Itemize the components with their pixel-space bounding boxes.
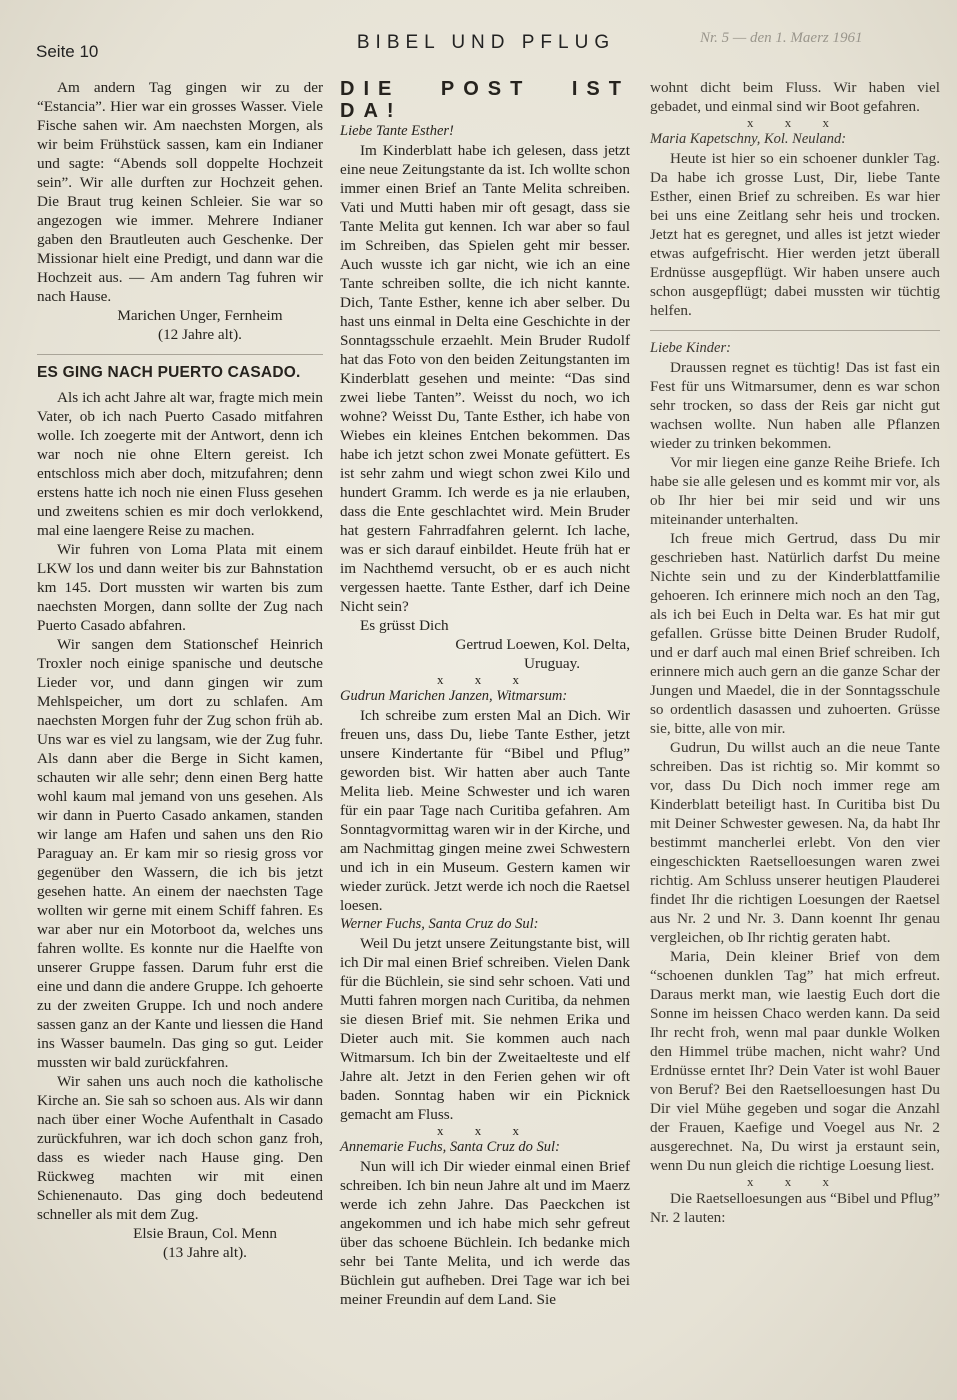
- separator: x x x: [747, 1174, 843, 1189]
- paragraph: Am andern Tag gingen wir zu der “Estancia”. Hier war ein grosses Wasser. Viele Fische sahen wir. Am naechsten Morgen, als wir beim Frühstück sassen, kam ein Indianer und sagte: “Abends soll doppelte Hochzeit sein”. Wir alle durften zur Hochzeit gehen. Die Braut trug keinen Schleier. Sie war so angezogen wie immer. Mehrere Indianer gaben den Brautleuten auch Geschenke. Der Missionar hielt eine Predigt, und dann war die Hochzeit aus. — Am andern Tag fuhren wir nach Hause.: [37, 79, 323, 305]
- paragraph: Wir fuhren von Loma Plata mit einem LKW los und dann weiter bis zur Bahnstation km 145. Dort mussten wir warten bis zum naechsten Morgen, dann sollte der Zug nach Puerto Casado abfahren.: [37, 541, 323, 634]
- reply-paragraph: Vor mir liegen eine ganze Reihe Briefe. Ich habe sie alle gelesen und es kommt mir vor, als ob Ihr hier bei mir seid und wir uns miteinander unterhalten.: [650, 454, 940, 528]
- reply-salutation: Liebe Kinder:: [650, 340, 731, 356]
- paragraph: Als ich acht Jahre alt war, fragte mich mein Vater, ob ich nach Puerto Casado mitfahren wolle. Ich zoegerte mit der Antwort, denn ich war noch nie ohne Eltern gereist. Ich entschloss mich aber doch, mitzufahren; denn erstens hatte ich noch nie einen Fluss gesehen und zweitens schien es mir doch verlokkend, mal eine laengere Reise zu machen.: [37, 389, 323, 539]
- page-number: Seite 10: [36, 42, 99, 61]
- paragraph: Wir sahen uns auch noch die katholische Kirche an. Sie sah so schoen aus. Als wir dann nach über einer Woche Aufenthalt in Casado zurückfuhren, war ich doch schon ganz froh, dass es wieder nach Hause ging. Den Rückweg machten wir mit einen Schienenauto. Das ging doch bedeutend schneller als mit dem Zug.: [37, 1073, 323, 1223]
- signature-age: (13 Jahre alt).: [163, 1244, 247, 1261]
- letter-salutation: Gudrun Marichen Janzen, Witmarsum:: [340, 688, 568, 704]
- letter-body: Nun will ich Dir wieder einmal einen Brief schreiben. Ich bin neun Jahre alt und im Maerz werde ich zehn Jahre. Das Paeckchen ist angekommen und ich habe mich sehr gefreut über das schoene Büchlein. Ich bedanke mich sehr bei Tante Melita, und ich werde das Büchlein gut aufheben. Drei Tage war ich bei meiner Freundin auf dem Land. Sie: [340, 1158, 630, 1308]
- letter-salutation: Annemarie Fuchs, Santa Cruz do Sul:: [340, 1139, 560, 1155]
- signature: Marichen Unger, Fernheim: [117, 307, 283, 324]
- story-title: ES GING NACH PUERTO CASADO.: [37, 364, 301, 381]
- letter-signature-place: Uruguay.: [524, 655, 580, 672]
- reply-paragraph: Die Raetselloesungen aus “Bibel und Pflug” Nr. 2 lauten:: [650, 1190, 940, 1226]
- signature-age: (12 Jahre alt).: [158, 326, 242, 343]
- reply-paragraph: Maria, Dein kleiner Brief von dem “schoenen dunklen Tag” hat mich erfreut. Daraus merkt man, wie laestig Euch dort die Sonne im heissen Chaco werden kann. Da seid Ihr recht froh, wenn mal paar dunkle Wolken den Himmel trübe machen, nicht wahr? Und Erdnüsse erntet Ihr? Dein Vater ist wohl Bauer von Beruf? Bei den Raetselloesungen hast Du Dir viel Mühe gegeben und sogar die Anzahl der Frauen, Kaefige und Voegel aus Nr. 2 ausgerechnet. Na, Du wirst ja erstaunt sein, wenn Du nun gleich die richtige Loesung liest.: [650, 948, 940, 1174]
- issue-date: Nr. 5 — den 1. Maerz 1961: [700, 30, 863, 46]
- separator: x x x: [747, 115, 843, 130]
- publication-title: BIBEL UND PFLUG: [356, 32, 616, 53]
- column-right: [650, 78, 940, 1227]
- column-middle: [340, 78, 630, 1309]
- paragraph: Wir sangen dem Stationschef Heinrich Troxler noch einige spanische und deutsche Lieder vor, und dann gingen wir zum Mehlspeicher, um dort zu schlafen. Am naechsten Morgen fuhr der Zug schon früh ab. Uns war es viel zu langsam, wie der Zug fuhr. Als dann aber die Berge in Sicht kamen, schauten wir alle sehr; denn einen Berg hatte wohl kaum mal jemand von uns gesehen. Als wir dann in Puerto Casado ankamen, standen wir lange am Hafen und sahen uns den Rio Paraguay an. Er kam mir so riesig gross vor gegenüber den Wassern, die ich bis jetzt gesehen hatte. An einem der naechsten Tage wollten wir gerne mit einem Schiff fahren. Es war aber nur ein Motorboot da, welches uns fahren wollte. Es konnte nur die Haelfte von unserer Gruppe fassen. Darum fuhr erst die eine und dann die andere Gruppe. Ich gehoerte zu der zweiten Gruppe. Ich und noch andere sassen ganz an der Kante und liessen die Hand ins Wasser baumeln. Das ging so gut. Leider mussten wir bald zurückfahren.: [37, 636, 323, 1071]
- letter-body: Heute ist hier so ein schoener dunkler Tag. Da habe ich grosse Lust, Dir, liebe Tante Esther, einen Brief zu schreiben. Es war hier bei uns eine Zeitlang sehr heis und trocken. Jetzt hat es geregnet, und alles ist jetzt wieder etwas aufgefrischt. Hier werden jetzt überall Erdnüsse ausgepflügt. Wir haben unsere auch schon ausgepflügt; dabei mussten wir tüchtig helfen.: [650, 150, 940, 319]
- letter-body: Im Kinderblatt habe ich gelesen, dass jetzt eine neue Zeitungstante da ist. Ich wollte schon immer einen Brief an Tante Melita schreiben. Vati und Mutti haben mir oft gesagt, dass sie Tante Melita gut kennen. Ich war aber so faul im Schreiben, das Spielen geht mir besser. Auch wusste ich gar nicht, wie ich an eine Tante schreiben sollte, die ich nicht kannte. Dich, Tante Esther, kenne ich aber selber. Du hast uns einmal in Delta eine Geschichte in der Sonntagsschule erzaehlt. Mein Bruder Rudolf hat das Foto von den beiden Zeitungstanten im Kinderblatt gesehen und meinte: “Das sind zwei liebe Tanten”. Weisst du noch, wo ich wohne? Weisst Du, Tante Esther, ich habe von Wiebes ein kleines Entchen bekommen. Das habe ich jetzt schon zwei Monate gefüttert. Es ist sehr zahm und wiegt schon zwei Kilo und hundert Gramm. Ich werde es ja nie erlauben, dass die Ente geschlachtet wird. Mein Bruder hat gestern Fahrradfahren gelernt. Ich lache, was er sich darauf einbildet. Heute früh hat er im Nachthemd versucht, ob er es auch nicht vergessen haette. Tante Esther, darf ich Deine Nicht sein?: [340, 142, 630, 615]
- separator: x x x: [437, 1123, 533, 1138]
- letter-salutation: Liebe Tante Esther!: [340, 123, 454, 139]
- letter-salutation: Maria Kapetschny, Kol. Neuland:: [650, 131, 847, 147]
- divider: [37, 354, 323, 355]
- letter-body: Weil Du jetzt unsere Zeitungstante bist, will ich Dir mal einen Brief schreiben. Vielen Dank für die Büchlein, sie sind sehr schoen. Vati und Mutti fahren morgen nach Curitiba, da nehmen sie diesen Brief mit. Sie nehmen Erika und Dieter auch mit. Sie kommen auch nach Witmarsum. Ich bin der Zweitaelteste und elf Jahre alt. Jetzt in den Ferien gehen wir oft baden. Sonntag haben wir ein Picknick gemacht am Fluss.: [340, 935, 630, 1123]
- reply-paragraph: Ich freue mich Gertrud, dass Du mir geschrieben hast. Natürlich darfst Du meine Nichte sein und zu der Kinderblattfamilie gehoeren. Ich erinnere mich noch an den Tag, als ich bei Euch in Delta war. Es hat mir gut gefallen. Grüsse bitte Deinen Bruder Rudolf, und er darf auch mal einen Brief schreiben. Ich erinnere mich auch gern an die ganze Schar der Jungen und Maedel, die in der Sonntagsschule so ordentlich dasassen und zuhoerten. Grüsse sie, bitte, alle von mir.: [650, 530, 940, 737]
- section-title: DIE POST IST DA!: [340, 78, 630, 122]
- divider: [650, 330, 940, 331]
- separator: x x x: [437, 672, 533, 687]
- reply-paragraph: Gudrun, Du willst auch an die neue Tante schreiben. Das ist richtig so. Mir kommt so vor, dass Du Dich noch immer rege am Kinderblatt beteiligt hast. In Curitiba bist Du mit Deiner Schwester gewesen. Na, da habt Ihr bestimmt mancherlei erlebt. Von den vier eingeschickten Raetselloesungen waren zwei richtig. Am Schluss unserer heutigen Plauderei findet Ihr die richtigen Loesungen der Raetsel aus Nr. 2 und Nr. 3. Dann koennt Ihr genau vergleichen, ob Ihr richtig geraten habt.: [650, 739, 940, 946]
- letter-signature: Gertrud Loewen, Kol. Delta,: [455, 636, 630, 653]
- column-left: [37, 78, 323, 1262]
- letter-body: Ich schreibe zum ersten Mal an Dich. Wir freuen uns, dass Du, liebe Tante Esther, jetzt unsere Kindertante für “Bibel und Pflug” geworden bist. Wir hatten aber auch Tante Melita lieb. Meine Schwester und ich waren für ein paar Tage nach Curitiba gefahren. Am Sonntagvormittag waren wir in der Kirche, und am Nachmittag gingen meine zwei Schwestern und ich in ein Museum. Gestern kamen wir wieder zurück. Jetzt werde ich noch die Raetsel loesen.: [340, 707, 630, 914]
- reply-paragraph: Draussen regnet es tüchtig! Das ist fast ein Fest für uns Witmarsumer, denn es war schon sehr trocken, so dass der Reis gar nicht gut wachsen wollte. Nun haben alle Pflanzen wieder zu trinken bekommen.: [650, 359, 940, 452]
- letter-body-continued: wohnt dicht beim Fluss. Wir haben viel gebadet, und einmal sind wir Boot gefahren.: [650, 79, 940, 115]
- page-header: [0, 28, 957, 68]
- signature: Elsie Braun, Col. Menn: [133, 1225, 277, 1242]
- letter-salutation: Werner Fuchs, Santa Cruz do Sul:: [340, 916, 539, 932]
- letter-greeting: Es grüsst Dich: [360, 617, 449, 634]
